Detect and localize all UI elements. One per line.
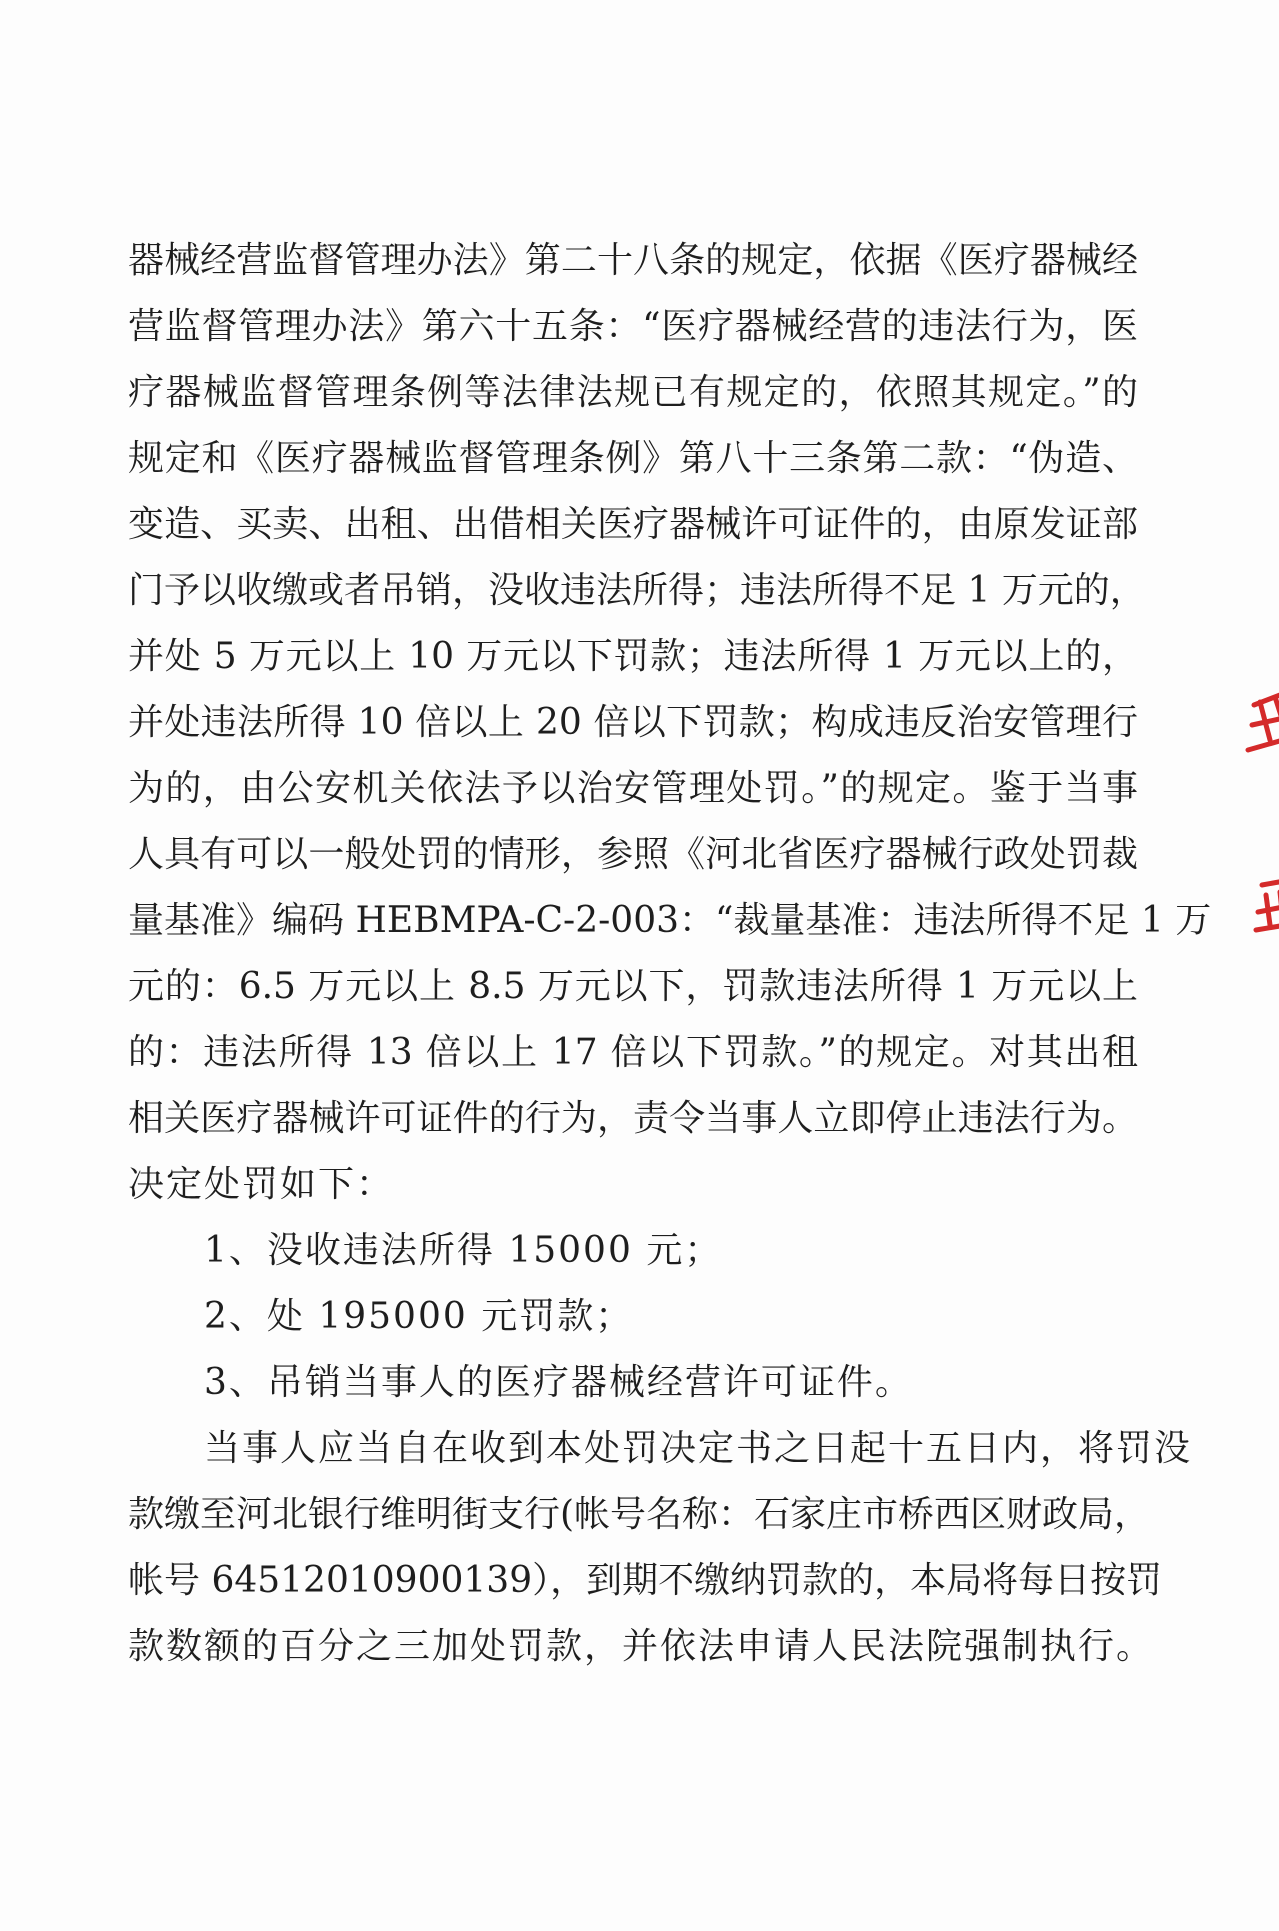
penalty-item-2: 2、处 195000 元罚款； — [204, 1296, 634, 1337]
decision-intro-line: 决定处罚如下： — [128, 1164, 395, 1205]
payment-line: 帐号 64512010900139），到期不缴纳罚款的，本局将每日按罚 — [128, 1560, 1163, 1601]
body-line: 疗器械监督管理条例等法律法规已有规定的，依照其规定。”的 — [128, 372, 1138, 413]
body-line: 并处违法所得 10 倍以上 20 倍以下罚款；构成违反治安管理行 — [128, 702, 1138, 743]
body-line: 规定和《医疗器械监督管理条例》第八十三条第二款：“伪造、 — [128, 438, 1138, 479]
body-line: 门予以收缴或者吊销，没收违法所得；违法所得不足 1 万元的， — [128, 570, 1146, 611]
seal-stroke — [1256, 880, 1279, 930]
body-line: 器械经营监督管理办法》第二十八条的规定，依据《医疗器械经 — [128, 240, 1138, 281]
body-line: 的：违法所得 13 倍以上 17 倍以下罚款。”的规定。对其出租 — [128, 1032, 1138, 1073]
payment-line: 款缴至河北银行维明街支行(帐号名称：石家庄市桥西区财政局， — [128, 1494, 1151, 1535]
payment-line: 当事人应当自在收到本处罚决定书之日起十五日内，将罚没 — [204, 1428, 1193, 1469]
body-line: 变造、买卖、出租、出借相关医疗器械许可证件的，由原发证部 — [128, 504, 1138, 545]
penalty-item-1: 1、没收违法所得 15000 元； — [204, 1230, 723, 1271]
penalty-item-3: 3、吊销当事人的医疗器械经营许可证件。 — [204, 1362, 913, 1403]
payment-line: 款数额的百分之三加处罚款，并依法申请人民法院强制执行。 — [128, 1626, 1155, 1667]
body-line: 元的：6.5 万元以上 8.5 万元以下，罚款违法所得 1 万元以上 — [128, 966, 1138, 1007]
body-line: 营监督管理办法》第六十五条：“医疗器械经营的违法行为，医 — [128, 306, 1138, 347]
body-line: 人具有可以一般处罚的情形，参照《河北省医疗器械行政处罚裁 — [128, 834, 1138, 875]
official-seal-fragment — [1240, 680, 1279, 980]
seal-stroke — [1248, 695, 1279, 750]
body-line: 为的，由公安机关依法予以治安管理处罚。”的规定。鉴于当事 — [128, 768, 1138, 809]
body-line: 并处 5 万元以上 10 万元以下罚款；违法所得 1 万元以上的， — [128, 636, 1138, 677]
document-body — [128, 228, 1212, 1680]
body-line: 量基准》编码 HEBMPA-C-2-003：“裁量基准：违法所得不足 1 万 — [128, 900, 1212, 941]
body-line: 相关医疗器械许可证件的行为，责令当事人立即停止违法行为。 — [128, 1098, 1138, 1139]
